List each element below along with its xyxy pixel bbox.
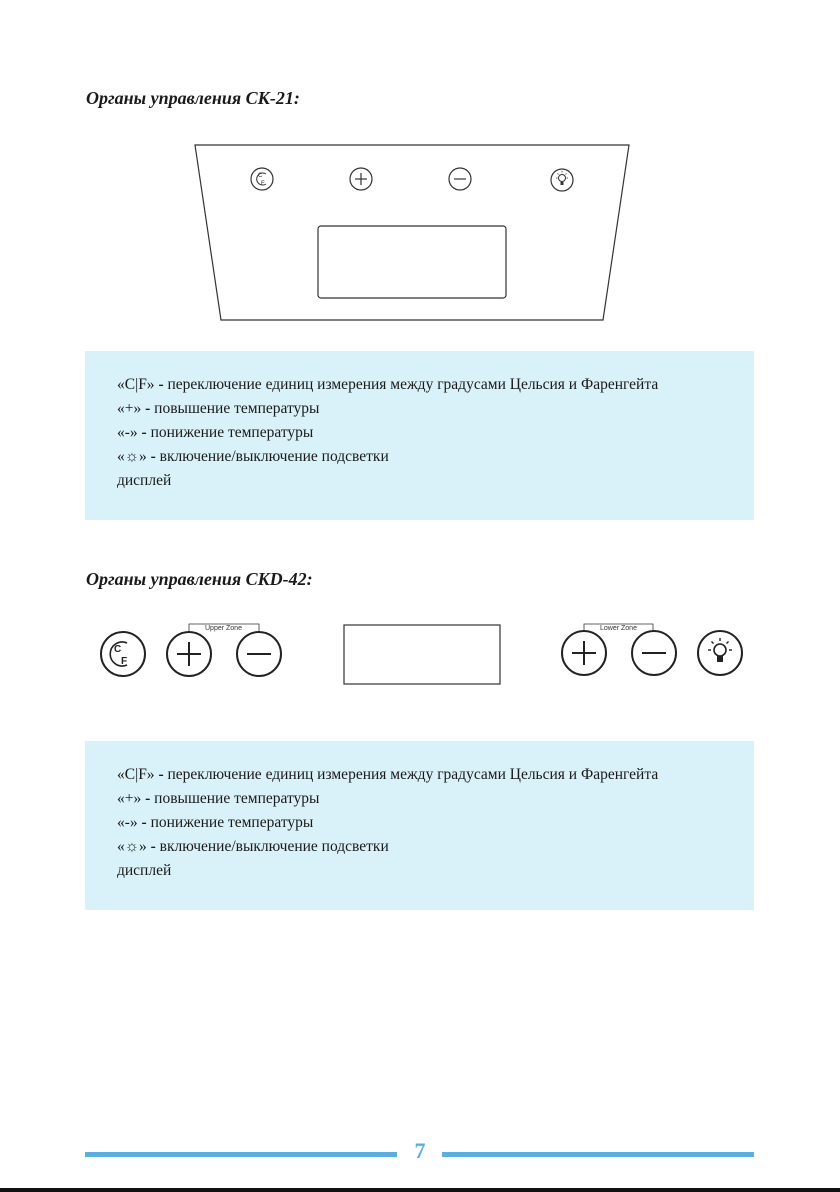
lower-plus-button[interactable] <box>562 631 606 675</box>
legend-line: «-» - понижение температуры <box>117 814 314 831</box>
svg-text:F: F <box>121 656 128 667</box>
legend-line: «☼» - включение/выключение подсветки <box>117 838 389 855</box>
minus-button[interactable] <box>449 168 471 190</box>
light-bulb-button[interactable] <box>698 631 742 675</box>
legend-box-ckd42 <box>85 741 754 910</box>
legend-line: «+» - повышение температуры <box>117 790 320 807</box>
display-screen <box>344 625 500 684</box>
svg-text:C: C <box>258 173 263 179</box>
footer-bar-right <box>442 1152 754 1157</box>
legend-line: «C|F» - переключение единиц измерения между градусами Цельсия и Фаренгейта <box>117 376 659 393</box>
footer-bar-left <box>85 1152 397 1157</box>
control-panel-ckd42 <box>95 618 750 690</box>
control-panel-ck21 <box>190 140 635 326</box>
page-number: 7 <box>414 1138 426 1163</box>
celsius-fahrenheit-button[interactable] <box>101 632 145 676</box>
upper-minus-button[interactable] <box>237 632 281 676</box>
lower-zone-bracket <box>584 624 653 632</box>
section-heading-ckd42: Органы управления CKD-42: <box>86 569 313 589</box>
upper-plus-button[interactable] <box>167 632 211 676</box>
lower-minus-button[interactable] <box>632 631 676 675</box>
legend-line: «+» - повышение температуры <box>117 400 320 417</box>
svg-text:F: F <box>261 181 265 187</box>
legend-line: «C|F» - переключение единиц измерения между градусами Цельсия и Фаренгейта <box>117 766 659 783</box>
lower-zone-label: Lower Zone <box>600 625 637 632</box>
upper-zone-bracket <box>189 624 259 632</box>
page-bottom-edge <box>0 1188 840 1192</box>
legend-line: «-» - понижение температуры <box>117 424 314 441</box>
plus-button[interactable] <box>350 168 372 190</box>
legend-line: дисплей <box>117 472 172 489</box>
legend-line: дисплей <box>117 862 172 879</box>
legend-box-ck21 <box>85 351 754 520</box>
svg-text:C: C <box>114 644 122 655</box>
section-heading-ck21: Органы управления СК-21: <box>86 88 300 108</box>
celsius-fahrenheit-button[interactable] <box>251 168 273 190</box>
legend-line: «☼» - включение/выключение подсветки <box>117 448 389 465</box>
display-screen <box>318 226 506 298</box>
light-bulb-button[interactable] <box>551 169 573 191</box>
upper-zone-label: Upper Zone <box>205 625 242 632</box>
